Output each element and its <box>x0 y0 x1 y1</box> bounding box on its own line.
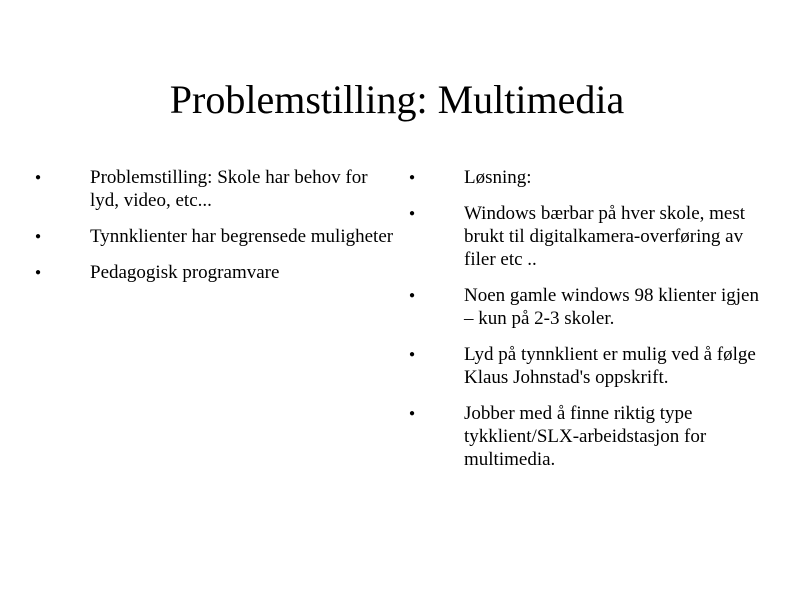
right-bullet-list <box>402 166 768 471</box>
list-item-text: Noen gamle windows 98 klienter igjen – kun på 2-3 skoler. <box>464 285 759 329</box>
bullet-icon: ● <box>408 172 416 183</box>
list-item-text: Problemstilling: Skole har behov for lyd, video, etc... <box>90 167 368 211</box>
list-item <box>28 166 394 212</box>
list-item-text: Løsning: <box>464 167 532 188</box>
list-item <box>402 166 768 189</box>
list-item <box>402 402 768 471</box>
list-item-text: Windows bærbar på hver skole, mest brukt til digitalkamera-overføring av filer etc .. <box>464 203 746 270</box>
list-item <box>402 343 768 389</box>
list-item <box>28 225 394 248</box>
list-item-text: Tynnklienter har begrensede muligheter <box>90 226 394 247</box>
bullet-icon: ● <box>34 231 42 242</box>
bullet-icon: ● <box>34 172 42 183</box>
list-item <box>28 261 394 284</box>
list-item-text: Jobber med å finne riktig type tykklient/SLX-arbeidstasjon for multimedia. <box>464 403 707 470</box>
bullet-icon: ● <box>408 290 416 301</box>
left-bullet-list <box>28 166 394 284</box>
bullet-icon: ● <box>34 267 42 278</box>
bullet-icon: ● <box>408 408 416 419</box>
list-item-text: Pedagogisk programvare <box>90 262 280 283</box>
list-item-text: Lyd på tynnklient er mulig ved å følge Klaus Johnstad's oppskrift. <box>464 344 756 388</box>
bullet-icon: ● <box>408 208 416 219</box>
list-item <box>402 202 768 271</box>
bullet-icon: ● <box>408 349 416 360</box>
list-item <box>402 284 768 330</box>
slide-title: Problemstilling: Multimedia <box>169 77 625 122</box>
